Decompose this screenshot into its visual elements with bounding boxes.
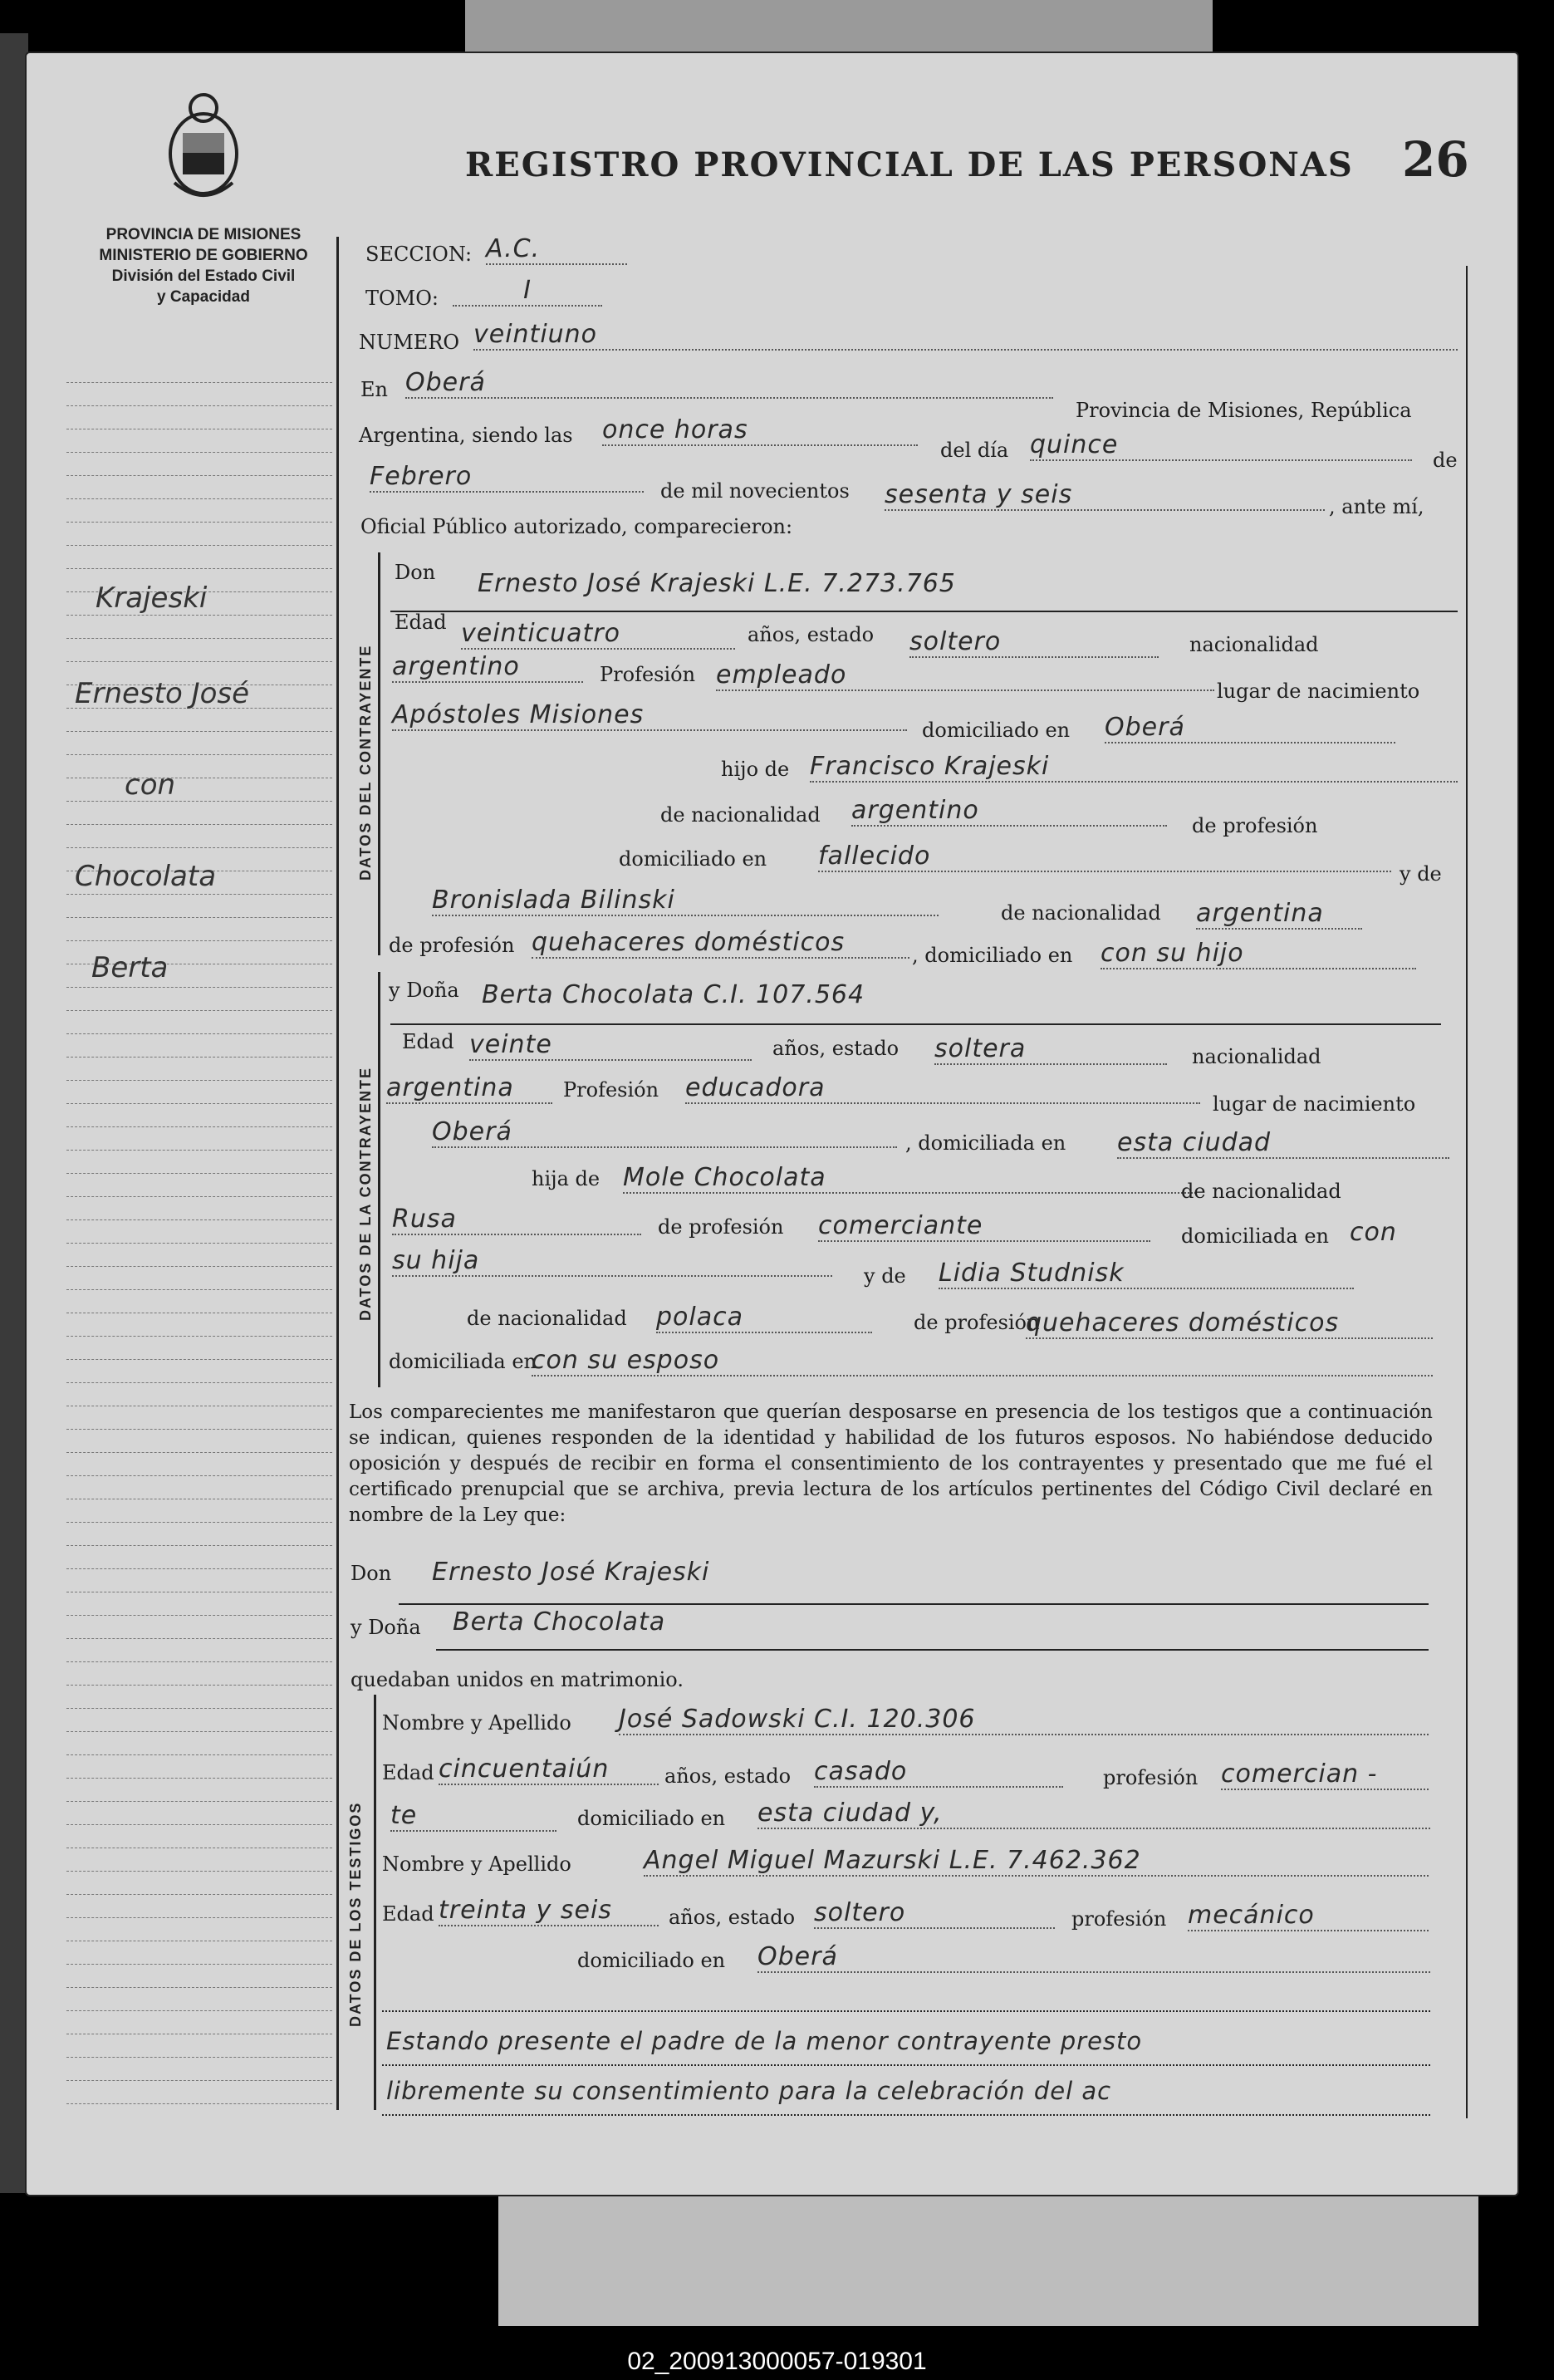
seccion-value: A.C. — [486, 234, 627, 265]
stub-rule-line — [66, 1917, 332, 1918]
stub-divider — [336, 237, 339, 2110]
stub-rule-line — [66, 1429, 332, 1430]
contrayenta-madre-dom: con su esposo — [532, 1346, 1433, 1376]
contrayenta-padre-nac-label: de nacionalidad — [1181, 1180, 1341, 1203]
stub-rule-line — [66, 1382, 332, 1383]
page-number: 26 — [1402, 131, 1469, 188]
stub-rule-line — [66, 452, 332, 453]
contrayenta-domicilio: esta ciudad — [1117, 1128, 1449, 1159]
note-line-2: libremente su consentimiento para la celebración del ac — [386, 2077, 1112, 2105]
contrayente-bracket — [378, 552, 380, 955]
testigo2-dom-label: domiciliado en — [577, 1949, 726, 1972]
stub-rule-line — [66, 498, 332, 499]
testigo2-anios-label: años, estado — [669, 1906, 796, 1929]
contrayenta-edad: veinte — [469, 1030, 752, 1061]
dia-value: quince — [1030, 430, 1412, 461]
decl-don-rule — [399, 1603, 1429, 1605]
decl-don-value: Ernesto José Krajeski — [432, 1558, 710, 1587]
contrayenta-yde-label: y de — [864, 1264, 906, 1288]
stub-rule-line — [66, 894, 332, 895]
testigo2-nombre-label: Nombre y Apellido — [382, 1852, 571, 1876]
testigo1-profesion-b: te — [390, 1801, 556, 1832]
stub-rule-line — [66, 1708, 332, 1709]
decl-dona-rule — [436, 1649, 1429, 1651]
stub-rule-line — [66, 1359, 332, 1360]
note-rule-2 — [382, 2114, 1430, 2116]
stub-rule-line — [66, 1475, 332, 1476]
contrayente-name-rule — [390, 611, 1458, 612]
en-value: Oberá — [405, 368, 1053, 399]
contrayente-profesion-label: Profesión — [600, 663, 696, 686]
contrayente-lugar: Apóstoles Misiones — [392, 700, 907, 731]
testigo1-edad-label: Edad — [382, 1761, 434, 1784]
stub-rule-line — [66, 2057, 332, 2058]
stub-rule-line — [66, 1871, 332, 1872]
testigo1-estado: casado — [814, 1757, 1063, 1788]
declaration-paragraph: Los comparecientes me manifestaron que querían desposarse en presencia de los testigos que a continuación se indican, quienes responden de la identidad y habilidad de los futuros esposos. No habiéndose deducido oposición y después de recibir en forma el consentimiento de los contrayentes y presentado que me fué el certificado prenupcial que se archiva, previa lectura de los artículos pertinentes del Código Civil declaré en nombre de la Ley que: — [349, 1401, 1433, 1526]
contrayente-profesion: empleado — [716, 660, 1214, 691]
contrayente-name: Ernesto José Krajeski L.E. 7.273.765 — [478, 569, 956, 598]
dia-label: del día — [940, 439, 1009, 462]
stub-rule-line — [66, 1801, 332, 1802]
stub-rule-line — [66, 1685, 332, 1686]
contrayente-madre-prof: quehaceres domésticos — [532, 928, 909, 959]
contrayente-estado: soltero — [909, 627, 1159, 658]
de-label: de — [1433, 449, 1458, 472]
testigo2-profesion-label: profesión — [1071, 1907, 1167, 1931]
stub-partner-surname: Chocolata — [75, 860, 217, 893]
contrayente-nacionalidad: argentino — [392, 652, 583, 683]
contrayente-padre-nac: argentino — [851, 796, 1167, 827]
mes-value: Febrero — [370, 462, 644, 493]
stub-rule-line — [66, 1545, 332, 1546]
contrayente-edad-label: Edad — [395, 611, 447, 634]
stub-partner-name: Berta — [91, 951, 169, 984]
stub-rule-line — [66, 1289, 332, 1290]
numero-value: veintiuno — [473, 320, 1458, 351]
testigo1-nombre-label: Nombre y Apellido — [382, 1711, 571, 1735]
institution-block — [50, 224, 357, 307]
contrayente-madre-dom: con su hijo — [1101, 939, 1416, 969]
contrayenta-madre-nac: polaca — [656, 1303, 872, 1333]
horas-value: once horas — [602, 415, 918, 446]
stub-rule-line — [66, 731, 332, 732]
institution-line: División del Estado Civil — [111, 267, 296, 285]
testigo2-estado: soltero — [814, 1898, 1055, 1929]
stub-rule-line — [66, 754, 332, 755]
contrayenta-padre-prof: comerciante — [818, 1211, 1150, 1242]
contrayenta-padre-dom-a: con — [1350, 1218, 1397, 1247]
contrayenta-lugar: Oberá — [432, 1117, 897, 1148]
contrayenta-madre-nac-label: de nacionalidad — [467, 1307, 627, 1330]
stub-rule-line — [66, 1615, 332, 1616]
contrayenta-hija-label: hija de — [532, 1167, 601, 1190]
contrayente-padre-dom-label: domiciliado en — [619, 847, 767, 871]
stub-rule-line — [66, 1057, 332, 1058]
stub-rule-line — [66, 638, 332, 639]
testigo1-domicilio: esta ciudad y, — [757, 1798, 1430, 1829]
contrayenta-profesion-label: Profesión — [563, 1078, 659, 1102]
argentina-label: Argentina, siendo las — [359, 424, 573, 447]
stub-surname: Krajeski — [96, 582, 208, 615]
testigo1-profesion-label: profesión — [1103, 1766, 1199, 1789]
stub-rule-line — [66, 1080, 332, 1081]
contrayente-nacionalidad-label: nacionalidad — [1189, 633, 1319, 656]
testigo1-dom-label: domiciliado en — [577, 1807, 726, 1830]
stub-rule-line — [66, 1219, 332, 1220]
stub-rule-line — [66, 1126, 332, 1127]
background-strip — [465, 0, 1213, 52]
stub-rule-line — [66, 522, 332, 523]
testigo2-domicilio: Oberá — [757, 1942, 1430, 1973]
stub-rule-line — [66, 382, 332, 383]
tomo-label: TOMO: — [365, 287, 439, 310]
testigo2-nombre: Angel Miguel Mazurski L.E. 7.462.362 — [644, 1846, 1429, 1877]
contrayenta-madre-dom-label: domiciliada en — [389, 1350, 537, 1373]
contrayenta-padre-dom-label: domiciliada en — [1181, 1224, 1329, 1248]
institution-line: y Capacidad — [157, 288, 250, 306]
contrayente-padre-nac-label: de nacionalidad — [660, 803, 821, 827]
contrayente-madre: Bronislada Bilinski — [432, 886, 939, 916]
stub-rule-line — [66, 568, 332, 569]
stub-rule-line — [66, 1894, 332, 1895]
stub-rule-line — [66, 987, 332, 988]
contrayenta-bracket — [378, 972, 380, 1387]
decl-dona-label: y Doña — [351, 1616, 421, 1639]
stub-rule-line — [66, 1778, 332, 1779]
stub-rule-line — [66, 1568, 332, 1569]
stub-rule-line — [66, 1103, 332, 1104]
contrayente-madre-dom-label: , domiciliado en — [912, 944, 1073, 967]
stub-rule-line — [66, 1964, 332, 1965]
stub-rule-line — [66, 545, 332, 546]
contrayente-domiciliado-label: domiciliado en — [922, 719, 1071, 742]
contrayenta-profesion: educadora — [685, 1073, 1200, 1104]
stub-conjunction: con — [125, 768, 176, 802]
contrayente-edad: veinticuatro — [461, 619, 735, 650]
stub-rule-line — [66, 1661, 332, 1662]
testigos-rule — [382, 2010, 1430, 2012]
stub-rule-line — [66, 661, 332, 662]
stub-rule-line — [66, 1522, 332, 1523]
stub-rule-line — [66, 1336, 332, 1337]
stub-rule-line — [66, 1033, 332, 1034]
stub-rule-line — [66, 917, 332, 918]
contrayenta-nacionalidad: argentina — [386, 1073, 552, 1104]
stub-rule-line — [66, 1824, 332, 1825]
contrayente-padre-dom: fallecido — [818, 842, 1391, 872]
contrayenta-madre: Lidia Studnisk — [939, 1259, 1354, 1289]
oficial-text: Oficial Público autorizado, comparecieron: — [360, 515, 793, 538]
stub-rule-line — [66, 1638, 332, 1639]
stub-rule-line — [66, 1987, 332, 1988]
stub-rule-line — [66, 1266, 332, 1267]
contrayenta-madre-prof: quehaceres domésticos — [1026, 1308, 1433, 1339]
decl-don-label: Don — [351, 1562, 392, 1585]
contrayenta-lugar-label: lugar de nacimiento — [1213, 1092, 1416, 1116]
decl-unidos-text: quedaban unidos en matrimonio. — [351, 1668, 684, 1691]
stub-rule-line — [66, 1452, 332, 1453]
testigos-section-label: DATOS DE LOS TESTIGOS — [347, 1801, 364, 2027]
contrayente-padre: Francisco Krajeski — [810, 752, 1458, 783]
testigo1-profesion-a: comercian - — [1221, 1759, 1429, 1790]
contrayenta-padre-prof-label: de profesión — [658, 1215, 784, 1239]
testigo2-profesion: mecánico — [1188, 1901, 1429, 1931]
stub-rule-line — [66, 1196, 332, 1197]
testigo1-edad: cincuentaiún — [439, 1754, 659, 1785]
stub-rule-line — [66, 2080, 332, 2081]
book-spine — [0, 33, 28, 2193]
testigo2-edad: treinta y seis — [439, 1896, 659, 1926]
document-code: 02_200913000057-019301 — [0, 2343, 1554, 2380]
contrayente-padre-prof-label: de profesión — [1192, 814, 1318, 837]
contrayente-lugar-label: lugar de nacimiento — [1217, 680, 1420, 703]
stub-rule-line — [66, 824, 332, 825]
stub-rule-line — [66, 615, 332, 616]
contrayente-hijo-label: hijo de — [721, 758, 790, 781]
testigo1-nombre: José Sadowski C.I. 120.306 — [619, 1705, 1429, 1735]
contrayente-madre-nac-label: de nacionalidad — [1001, 901, 1161, 925]
stub-rule-line — [66, 2010, 332, 2011]
stub-rule-line — [66, 405, 332, 406]
page-title: REGISTRO PROVINCIAL DE LAS PERSONAS — [465, 145, 1354, 184]
stub-rule-line — [66, 1150, 332, 1151]
right-border — [1466, 266, 1468, 2118]
contrayenta-padre-nac: Rusa — [392, 1205, 641, 1235]
contrayente-anios-label: años, estado — [748, 623, 875, 646]
contrayente-madre-nac: argentina — [1196, 899, 1362, 930]
ante-label: , ante mí, — [1329, 495, 1424, 518]
stub-rule-line — [66, 1243, 332, 1244]
contrayenta-dona-label: y Doña — [389, 979, 459, 1002]
seccion-label: SECCION: — [365, 243, 473, 266]
stub-rule-line — [66, 475, 332, 476]
stub-rule-line — [66, 1010, 332, 1011]
contrayenta-padre: Mole Chocolata — [623, 1163, 1196, 1194]
mil-label: de mil novecientos — [660, 479, 850, 503]
contrayenta-anios-label: años, estado — [772, 1037, 900, 1060]
stub-rule-line — [66, 1173, 332, 1174]
anio-value: sesenta y seis — [885, 480, 1325, 511]
note-rule-1 — [382, 2064, 1430, 2066]
stub-rule-line — [66, 1754, 332, 1755]
contrayenta-nacionalidad-label: nacionalidad — [1192, 1045, 1321, 1068]
numero-label: NUMERO — [359, 331, 460, 354]
stub-first-name: Ernesto José — [75, 677, 250, 710]
contrayenta-padre-dom-b: su hija — [392, 1246, 832, 1277]
stub-rule-line — [66, 940, 332, 941]
stub-rule-line — [66, 2103, 332, 2104]
contrayente-section-label: DATOS DEL CONTRAYENTE — [357, 644, 374, 881]
contrayenta-name-rule — [390, 1023, 1441, 1025]
testigos-bracket — [374, 1695, 376, 2110]
contrayente-domicilio: Oberá — [1105, 713, 1395, 743]
tomo-value: I — [453, 276, 602, 307]
testigo2-edad-label: Edad — [382, 1902, 434, 1926]
institution-line: MINISTERIO DE GOBIERNO — [99, 247, 308, 264]
stub-rule-line — [66, 847, 332, 848]
underlying-page — [498, 2176, 1478, 2326]
contrayente-don-label: Don — [395, 561, 436, 584]
testigo1-anios-label: años, estado — [664, 1764, 792, 1788]
institution-line: PROVINCIA DE MISIONES — [105, 226, 301, 243]
en-label: En — [360, 378, 388, 401]
provincia-text: Provincia de Misiones, República — [1076, 399, 1412, 422]
stub-rule-line — [66, 1731, 332, 1732]
stub-rule-line — [66, 801, 332, 802]
contrayenta-name: Berta Chocolata C.I. 107.564 — [482, 980, 865, 1009]
contrayente-yde-label: y de — [1400, 862, 1442, 886]
contrayenta-edad-label: Edad — [402, 1030, 454, 1053]
contrayente-madre-prof-label: de profesión — [389, 934, 515, 957]
note-line-1: Estando presente el padre de la menor contrayente presto — [386, 2027, 1143, 2055]
coat-of-arms-icon — [158, 83, 249, 208]
contrayenta-madre-prof-label: de profesión — [914, 1311, 1040, 1334]
contrayenta-section-label: DATOS DE LA CONTRAYENTE — [357, 1066, 374, 1321]
contrayenta-estado: soltera — [934, 1034, 1167, 1065]
contrayenta-domiciliada-label: , domiciliada en — [905, 1131, 1066, 1155]
decl-dona-value: Berta Chocolata — [453, 1607, 666, 1637]
